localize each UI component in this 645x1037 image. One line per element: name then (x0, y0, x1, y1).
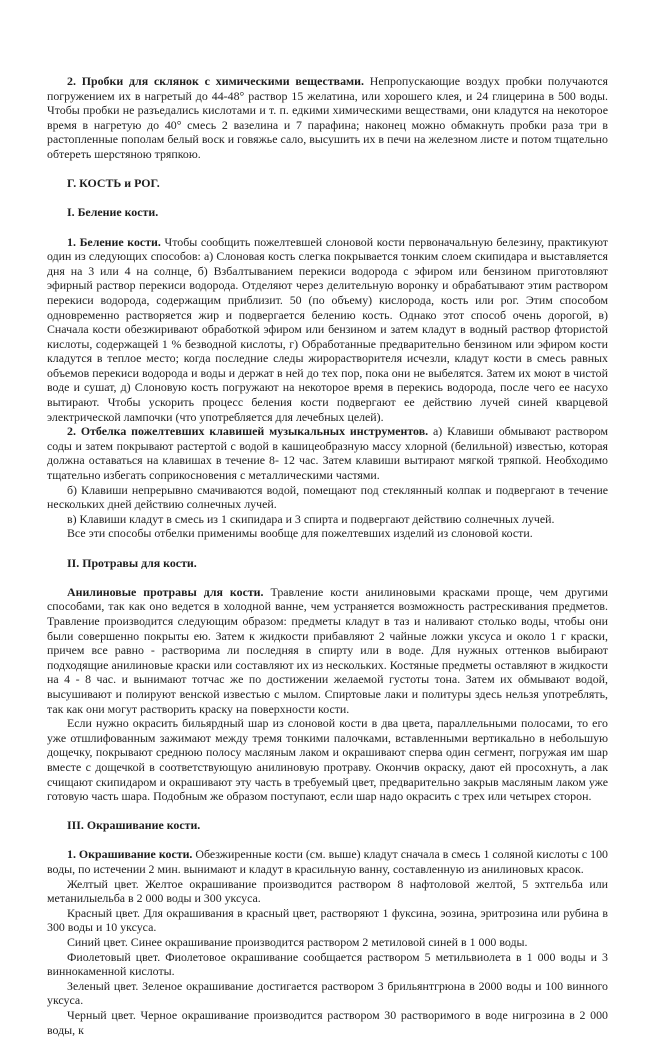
paragraph (47, 716, 608, 804)
paragraph (47, 526, 608, 541)
paragraph (47, 979, 608, 1008)
paragraph-text: Все эти способы отбелки применимы вообще для пожелтевших изделий из слоновой кости. (67, 526, 533, 541)
section-heading: Г. КОСТЬ и РОГ. (67, 176, 160, 191)
paragraph-text: Травление кости анилиновыми красками проще, чем другими способами, так как оно ведется в холодной ванне, чем устраняется возможность растрескивания предметов. Травление производится следующим образом: предметы кладут в таз и наливают столько воды, чтобы они были совершенно покрыты ею. Затем к жидкости прибавляют 2 чайные ложки уксуса и около 1 г краски, причем все равно - растворима ли последняя в спирту или в воде. Для нужных оттенков выбирают подходящие анилиновые краски или составляют их из нескольких. Костяные предметы оставляют в жидкости на 4 - 8 час. и вынимают тотчас же по достижении желаемой густоты тона. Затем их обмывают водой, высушивают и полируют венской известью с мылом. Спиртовые лаки и политуры здесь нельзя употреблять, так как они могут растворить краску на поверхности кости. (47, 584, 608, 716)
paragraph-text: Непропускающие воздух пробки получаются погружением их в нагретый до 44-48° раствор 15 желатина, или хорошего клея, и 24 глицерина в 500 воды. Чтобы пробки не разъедались кислотами и т. п. едкими химическими веществами, они кладутся на некоторое время в нагретую до 40° смесь 2 вазелина и 7 парафина; наконец можно обмакнуть пробки раза три в растопленные пополам белый воск и говяжье сало, высушить их в печи на железном листе и потом тщательно обтереть шерстяною тряпкою. (47, 74, 608, 161)
section-heading: III. Окрашивание кости. (67, 818, 201, 833)
paragraph (47, 1008, 608, 1037)
section-heading: I. Беление кости. (67, 205, 159, 220)
paragraph-text: Чтобы сообщить пожелтевшей слоновой кости первоначальную белезину, практикуют один из следующих способов: а) Слоновая кость слегка покрывается тонким слоем скипидара и выставляется дня на 3 или 4 на солнце, б) Взбалтыванием перекиси водорода с эфиром или бензином приготовляют эфирный раствор перекиси водорода. Отделяют через делительную воронку и обрабатывают этим раствором перекиси водорода, содержащим приблизит. 50 (по объему) кислорода, кость или рог. Этим способом одновременно растворяется жир и подвергается белению кость. Однако этот способ очень дорогой, в) Сначала кости обезжиривают обработкой эфиром или бензином и затем кладут в водный раствор фтористой кислоты, содержащей 1 % безводной кислоты, г) Обработанные предварительно бензином или эфиром кости кладутся в теплое место; когда последние следы жирорастворителя исчезли, кладут кости в смесь равных объемов перекиси водорода и воды и держат в ней до тех пор, пока они не выбелятся. Затем их моют в чистой воде и сушат, д) Слоновую кость погружают на некоторое время в перекись водорода, после чего ее насухо вытирают. Чтобы ускорить процесс беления кости подвергают ее действию лучей синей кварцевой электрической лампочки (что употребляется для лечебных целей). (47, 234, 608, 424)
paragraph (47, 585, 608, 716)
paragraph-lead: 2. Отбелка пожелтевших клавишей музыкальных инструментов. (67, 424, 429, 439)
document-body (47, 74, 608, 1037)
paragraph-text: Синий цвет. Синее окрашивание производится раствором 2 метиловой синей в 1 000 воды. (67, 935, 528, 950)
paragraph-text: Красный цвет. Для окрашивания в красный цвет, растворяют 1 фуксина, эозина, эритрозина или рубина в 300 воды и 10 уксуса. (47, 905, 608, 935)
paragraph-text: Если нужно окрасить бильярдный шар из слоновой кости в два цвета, параллельными полосами, то его уже отшлифованным зажимают между тремя тонкими палочками, вставленными вертикально в небольшую дощечку, покрывают среднюю полосу масляным лаком и окрашивают сперва один сегмент, погружая им шар вместе с дощечкой в соответствующую анилиновую протраву. Окончив окраску, дают ей просохнуть, а лак счищают скипидаром и окрашивают эту часть в требуемый цвет, предварительно закрыв масляным лаком уже готовую часть шара. Подобным же образом поступают, если шар надо окрасить с трех или четырех сторон. (47, 716, 608, 804)
paragraph (47, 235, 608, 425)
paragraph-text: Зеленый цвет. Зеленое окрашивание достигается раствором 3 брильянтгрюна в 2000 воды и 100 винного уксуса. (47, 978, 608, 1008)
paragraph (47, 483, 608, 512)
paragraph (47, 512, 608, 527)
paragraph-text: в) Клавиши кладут в смесь из 1 скипидара и 3 спирта и подвергают действию солнечных лучей. (67, 511, 555, 526)
paragraph-lead: 1. Беление кости. (67, 234, 161, 249)
paragraph-text: Обезжиренные кости (см. выше) кладут сначала в смесь 1 соляной кислоты с 100 воды, по истечении 2 мин. вынимают и кладут в красильную ванну, составленную из анилиновых красок. (47, 847, 608, 877)
paragraph-lead: 2. Пробки для склянок с химическими веществами. (67, 74, 364, 88)
paragraph-text: Желтый цвет. Желтое окрашивание производится раствором 8 нафтоловой желтой, 5 эхтгельба или метанилыельба в 2 000 воды и 300 уксуса. (47, 876, 608, 906)
paragraph-text: а) Клавиши обмывают раствором соды и затем покрывают растертой с водой в кашицеобразную массу хлорной (белильной) известью, которая должна оставаться на клавишах в течение 8- 12 час. Затем клавиши вытирают мягкой тряпкой. Необходимо тщательно избегать соприкосновения с металлическими частями. (47, 424, 609, 483)
paragraph-text: б) Клавиши непрерывно смачиваются водой, помещают под стеклянный колпак и подвергают в течение нескольких дней действию солнечных лучей. (47, 482, 608, 512)
document-page (47, 74, 608, 1037)
paragraph-text: Фиолетовый цвет. Фиолетовое окрашивание сообщается раствором 5 метильвиолета в 1 000 воды и 3 виннокаменной кислоты. (47, 949, 608, 979)
paragraph (47, 950, 608, 979)
paragraph-text: Черный цвет. Черное окрашивание производится раствором 30 растворимого в воде нигрозина в 2 000 воды, к (47, 1008, 608, 1037)
paragraph (47, 906, 608, 935)
paragraph (47, 424, 608, 482)
paragraph (47, 935, 608, 950)
paragraph-lead: Анилиновые протравы для кости. (67, 584, 264, 599)
section-heading: II. Протравы для кости. (67, 555, 197, 570)
paragraph (47, 847, 608, 876)
paragraph (47, 877, 608, 906)
paragraph (47, 74, 608, 162)
paragraph-lead: 1. Окрашивание кости. (67, 847, 193, 862)
